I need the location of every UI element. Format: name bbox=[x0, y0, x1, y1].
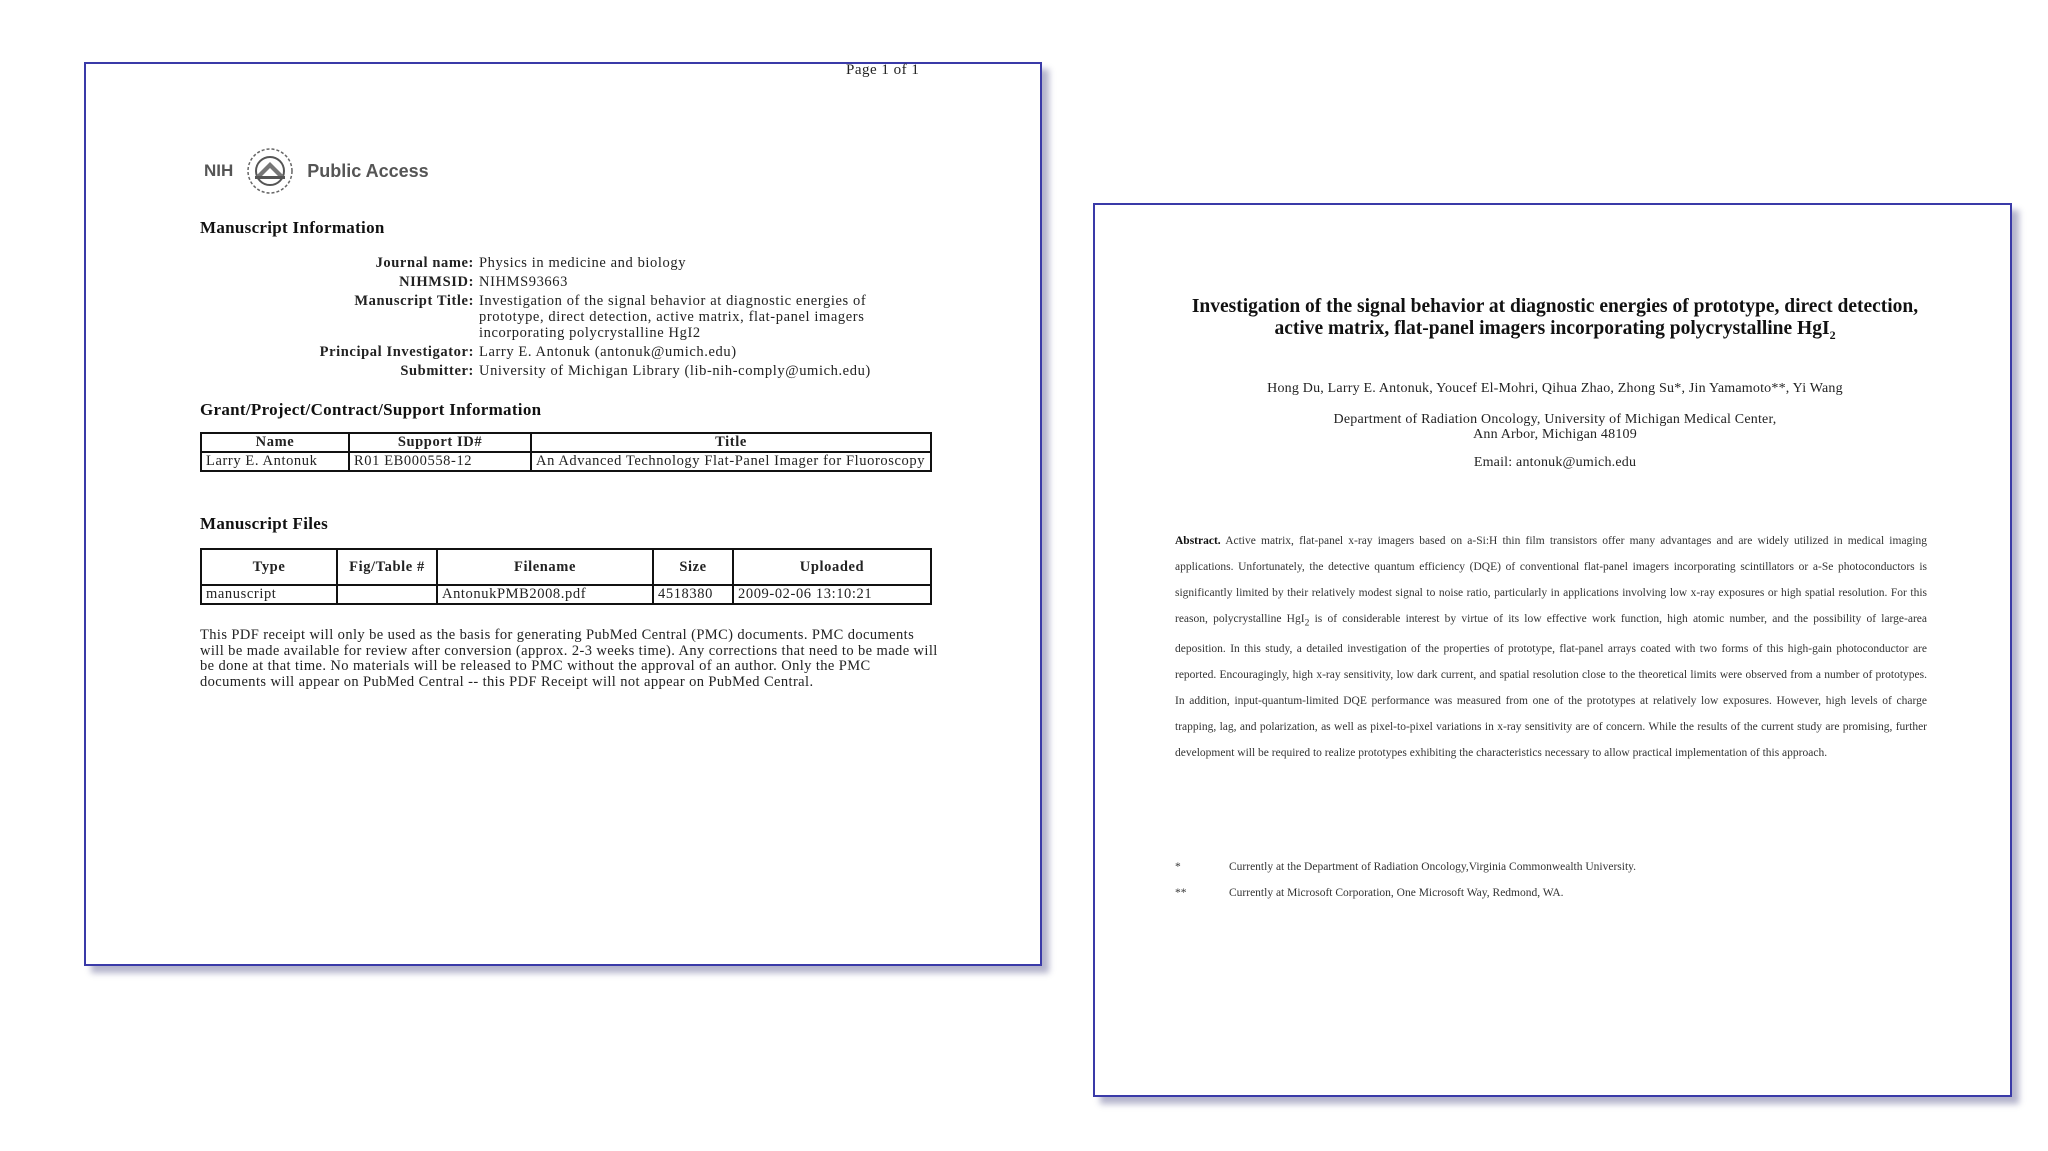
paper-title-subscript: 2 bbox=[1829, 327, 1836, 342]
grant-info-heading: Grant/Project/Contract/Support Information bbox=[200, 400, 542, 419]
manuscript-info-heading: Manuscript Information bbox=[200, 218, 385, 237]
journal-value: Physics in medicine and biology bbox=[479, 255, 687, 271]
submitter-value: University of Michigan Library (lib-nih-comply@umich.edu) bbox=[479, 363, 871, 379]
grant-table bbox=[200, 432, 932, 472]
footnote bbox=[1175, 861, 1927, 887]
files-cell-size: 4518380 bbox=[653, 585, 733, 604]
paper-page bbox=[1093, 203, 2012, 1097]
manuscript-title-value: Investigation of the signal behavior at diagnostic energies of prototype, direct detection, active matrix, flat-panel imagers incorporating polycrystalline HgI2 bbox=[479, 293, 867, 341]
footnote-mark: * bbox=[1175, 861, 1181, 873]
files-cell-fig-table bbox=[337, 585, 437, 604]
affiliation-line-1: Department of Radiation Oncology, University of Michigan Medical Center, bbox=[1333, 412, 1777, 427]
author-list: Hong Du, Larry E. Antonuk, Youcef El-Mohri, Qihua Zhao, Zhong Su*, Jin Yamamoto**, Yi Wang bbox=[1267, 381, 1843, 396]
abstract bbox=[1175, 528, 1927, 766]
manuscript-files-heading: Manuscript Files bbox=[200, 514, 329, 533]
files-cell-type: manuscript bbox=[201, 585, 337, 604]
files-cell-filename: AntonukPMB2008.pdf bbox=[437, 585, 653, 604]
footnote-text: Currently at the Department of Radiation Oncology,Virginia Commonwealth University. bbox=[1229, 861, 1637, 873]
abstract-label: Abstract. bbox=[1175, 535, 1221, 547]
principal-investigator-row bbox=[200, 344, 940, 360]
grant-table-header bbox=[201, 433, 931, 452]
logo-public-access-text: Public Access bbox=[307, 160, 429, 181]
nihmsid-label: NIHMSID: bbox=[399, 274, 474, 290]
footnotes bbox=[1175, 861, 1927, 913]
table-row bbox=[201, 452, 931, 471]
nihmsid-value: NIHMS93663 bbox=[479, 274, 568, 290]
files-header-fig-table: Fig/Table # bbox=[337, 549, 437, 585]
nih-seal-icon bbox=[239, 146, 301, 196]
grant-cell-title: An Advanced Technology Flat-Panel Imager for Fluoroscopy bbox=[531, 452, 931, 471]
grant-header-name: Name bbox=[201, 433, 349, 452]
principal-investigator-label: Principal Investigator: bbox=[319, 344, 474, 360]
nih-public-access-logo bbox=[204, 146, 429, 196]
receipt-note: This PDF receipt will only be used as the basis for generating PubMed Central (PMC) documents. PMC documents will be made available for review after conversion (approx. 2-3 weeks time). Any corrections that need to be made will be done at that time. No materials will be released to PMC without the approval of an author. Only the PMC documents will appear on PubMed Central -- this PDF Receipt will not appear on PubMed Central. bbox=[200, 627, 938, 690]
submitter-label: Submitter: bbox=[400, 363, 474, 379]
abstract-text-2: is of considerable interest by virtue of its low effective work function, high atomic number, and the possibility of large-area deposition. In this study, a detailed investigation of the properties of prototype, flat-panel arrays coated with two forms of this high-gain photoconductor are reported. Encouragingly, high x-ray sensitivity, low dark current, and spatial resolution close to the theoretical limits were observed from a number of prototypes. In addition, input-quantum-limited DQE performance was measured from one of the prototypes at relatively low exposures. However, high levels of charge trapping, lag, and polarization, as well as pixel-to-pixel variations in x-ray sensitivity are of concern. While the results of the current study are promising, further development will be required to realize prototypes exhibiting the characteristics necessary to allow practical implementation of this approach. bbox=[1175, 613, 1927, 760]
grant-header-support-id: Support ID# bbox=[349, 433, 531, 452]
contact-email: Email: antonuk@umich.edu bbox=[1473, 455, 1637, 470]
journal-row bbox=[200, 255, 940, 271]
submitter-row bbox=[200, 363, 940, 379]
receipt-page bbox=[84, 62, 1042, 966]
files-table-header bbox=[201, 549, 931, 585]
manuscript-info bbox=[200, 255, 940, 382]
grant-header-title: Title bbox=[531, 433, 931, 452]
footnote-mark: ** bbox=[1175, 887, 1187, 899]
files-header-filename: Filename bbox=[437, 549, 653, 585]
abstract-text-1: Active matrix, flat-panel x-ray imagers based on a-Si:H thin film transistors offer many advantages and are widely utilized in medical imaging applications. Unfortunately, the detective quantum efficiency (DQE) of conventional flat-panel imagers incorporating scintillators or a-Se photoconductors is significantly limited by their relatively modest signal to noise ratio, particularly in applications involving low x-ray exposures or high spatial resolution. For this reason, polycrystalline HgI bbox=[1175, 535, 1927, 625]
nihmsid-row bbox=[200, 274, 940, 290]
files-header-type: Type bbox=[201, 549, 337, 585]
table-row bbox=[201, 585, 931, 604]
logo-nih-text: NIH bbox=[204, 161, 234, 180]
grant-cell-support-id: R01 EB000558-12 bbox=[349, 452, 531, 471]
manuscript-title-label: Manuscript Title: bbox=[354, 293, 474, 309]
page-number: Page 1 of 1 bbox=[846, 62, 920, 78]
files-header-size: Size bbox=[653, 549, 733, 585]
footnote-text: Currently at Microsoft Corporation, One Microsoft Way, Redmond, WA. bbox=[1229, 887, 1564, 899]
grant-cell-name: Larry E. Antonuk bbox=[201, 452, 349, 471]
files-cell-uploaded: 2009-02-06 13:10:21 bbox=[733, 585, 931, 604]
affiliation bbox=[1175, 412, 1935, 442]
manuscript-title-row bbox=[200, 293, 940, 341]
paper-title-text: Investigation of the signal behavior at diagnostic energies of prototype, direct detection, active matrix, flat-panel imagers incorporating polycrystalline HgI bbox=[1191, 296, 1919, 339]
paper-title bbox=[1175, 296, 1935, 346]
abstract-subscript: 2 bbox=[1304, 617, 1310, 629]
files-table bbox=[200, 548, 932, 605]
principal-investigator-value: Larry E. Antonuk (antonuk@umich.edu) bbox=[479, 344, 737, 360]
files-header-uploaded: Uploaded bbox=[733, 549, 931, 585]
footnote bbox=[1175, 887, 1927, 913]
affiliation-line-2: Ann Arbor, Michigan 48109 bbox=[1473, 427, 1637, 442]
journal-label: Journal name: bbox=[375, 255, 474, 271]
